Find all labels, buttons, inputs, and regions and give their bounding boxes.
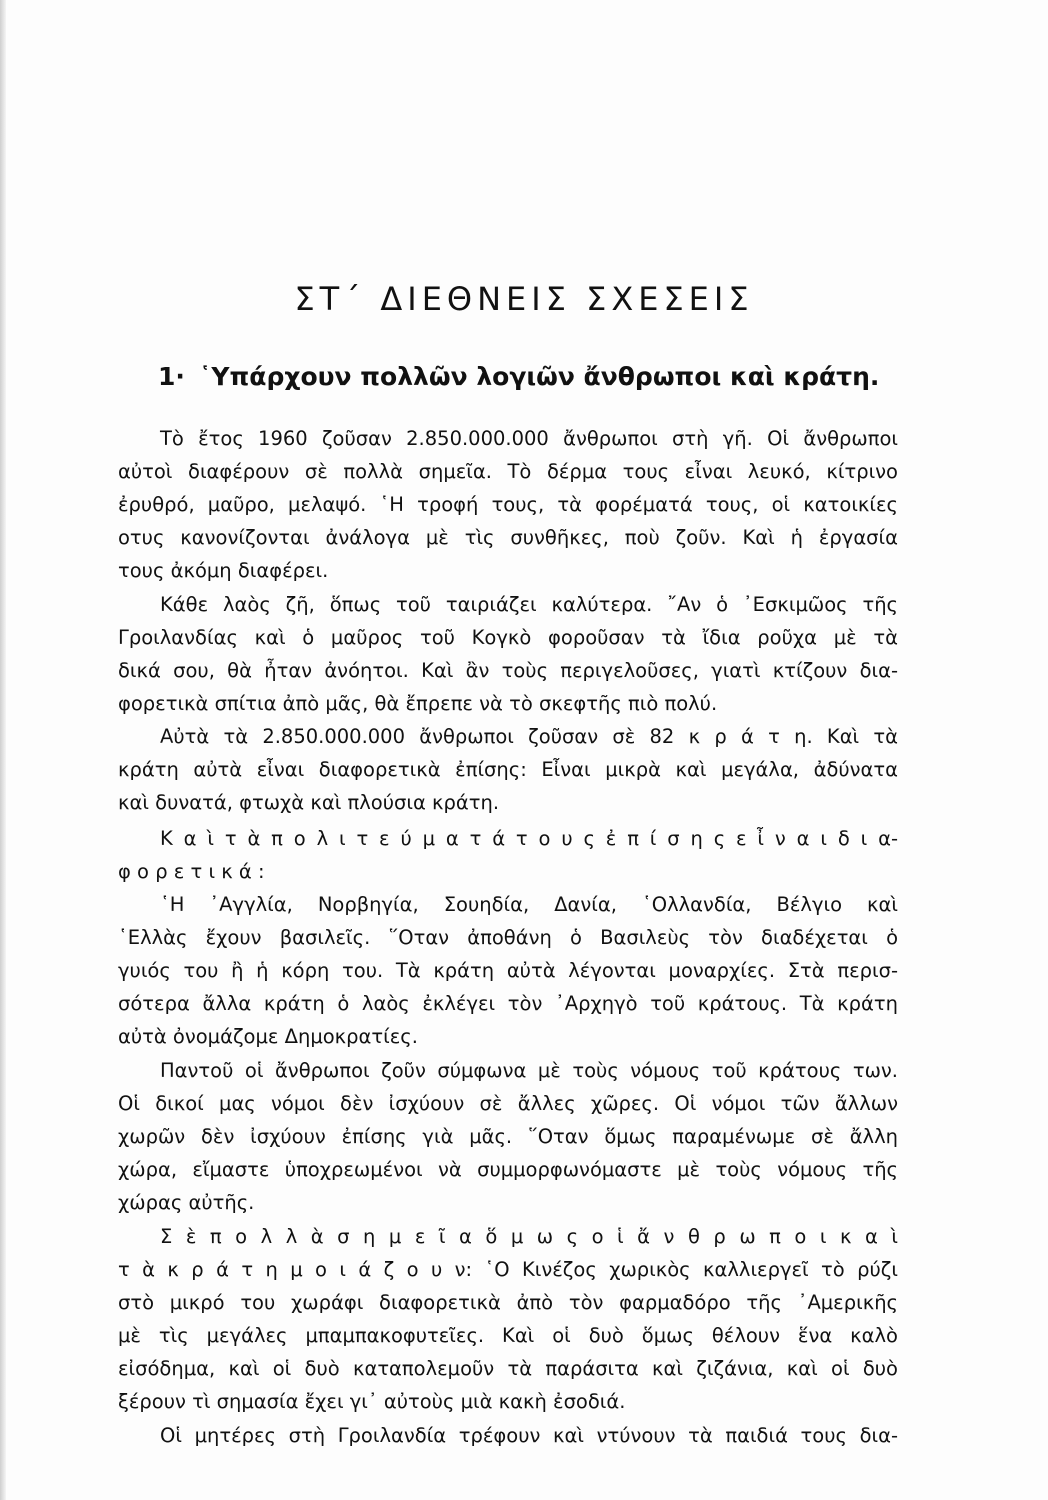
text-line: σότερα ἄλλα κράτη ὁ λαὸς ἐκλέγει τὸν ᾿Αρχηγὸ τοῦ κράτους. Τὰ κράτη bbox=[118, 992, 898, 1015]
text-line: χωρῶν δὲν ἰσχύουν ἐπίσης γιὰ μᾶς. ῞Οταν ὅμως παραμένωμε σὲ ἄλλη bbox=[118, 1125, 898, 1148]
text-line: στὸ μικρό του χωράφι διαφορετικὰ ἀπὸ τὸν φαρμαδόρο τῆς ᾿Αμερικῆς bbox=[118, 1291, 898, 1314]
text-line: χώρας αὐτῆς. bbox=[118, 1191, 255, 1214]
text-line: Παντοῦ οἱ ἄνθρωποι ζοῦν σύμφωνα μὲ τοὺς νόμους τοῦ κράτους των. bbox=[160, 1059, 898, 1082]
text-line: Τὸ ἔτος 1960 ζοῦσαν 2.850.000.000 ἄνθρωποι στὴ γῆ. Οἱ ἄνθρωποι bbox=[160, 427, 898, 450]
chapter-title: ΣΤ΄ ΔΙΕΘΝΕΙΣ ΣΧΕΣΕΙΣ bbox=[294, 280, 754, 318]
text-line: γυιός του ἢ ἡ κόρη του. Τὰ κράτη αὐτὰ λέγονται μοναρχίες. Στὰ περισ- bbox=[118, 959, 898, 982]
text-line: κράτη αὐτὰ εἶναι διαφορετικὰ ἐπίσης: Εἶναι μικρὰ καὶ μεγάλα, ἀδύνατα bbox=[118, 758, 898, 781]
text-line: τ ὰ κ ρ ά τ η μ ο ι ά ζ ο υ ν: ῾Ο Κινέζος χωρικὸς καλλιεργεῖ τὸ ρύζι bbox=[118, 1258, 898, 1281]
text-line: ῾Ελλὰς ἔχουν βασιλεῖς. ῞Οταν ἀποθάνη ὁ Βασιλεὺς τὸν διαδέχεται ὁ bbox=[118, 926, 898, 949]
section-number: 1· bbox=[158, 362, 185, 391]
text-line: μὲ τὶς μεγάλες μπαμπακοφυτεῖες. Καὶ οἱ δυὸ ὅμως θέλουν ἕνα καλὸ bbox=[118, 1324, 898, 1347]
text-line: φ ο ρ ε τ ι κ ά : bbox=[118, 860, 265, 883]
section-title: ῾Υπάρχουν πολλῶν λογιῶν ἄνθρωποι καὶ κράτη. bbox=[198, 362, 880, 391]
text-line: καὶ δυνατά, φτωχὰ καὶ πλούσια κράτη. bbox=[118, 791, 500, 814]
text-line: Οἱ μητέρες στὴ Γροιλανδία τρέφουν καὶ ντύνουν τὰ παιδιά τους δια- bbox=[160, 1424, 898, 1447]
text-line: Κ α ὶ τ ὰ π ο λ ι τ ε ύ μ α τ ά τ ο υ ς ἐ π ί σ η ς ε ἶ ν α ι δ ι α- bbox=[160, 827, 898, 850]
text-line: αὐτὰ ὀνομάζομε Δημοκρατίες. bbox=[118, 1025, 418, 1048]
text-line: αὐτοὶ διαφέρουν σὲ πολλὰ σημεῖα. Τὸ δέρμα τους εἶναι λευκό, κίτρινο bbox=[118, 460, 898, 483]
page-spine-shadow bbox=[0, 0, 6, 1500]
section-heading bbox=[158, 362, 879, 391]
text-line: τους ἀκόμη διαφέρει. bbox=[118, 559, 329, 582]
text-line: δικά σου, θὰ ἦταν ἀνόητοι. Καὶ ἂν τοὺς περιγελοῦσες, γιατὶ κτίζουν δια- bbox=[118, 659, 898, 682]
text-line: Σ ὲ π ο λ λ ὰ σ η μ ε ῖ α ὅ μ ω ς ο ἱ ἄ ν θ ρ ω π ο ι κ α ὶ bbox=[160, 1225, 898, 1248]
text-line: οτυς κανονίζονται ἀνάλογα μὲ τὶς συνθῆκες, ποὺ ζοῦν. Καὶ ἡ ἐργασία bbox=[118, 526, 898, 549]
text-line: χώρα, εἴμαστε ὑποχρεωμένοι νὰ συμμορφωνόμαστε μὲ τοὺς νόμους τῆς bbox=[118, 1158, 898, 1181]
text-line: φορετικὰ σπίτια ἀπὸ μᾶς, θὰ ἔπρεπε νὰ τὸ σκεφτῆς πιὸ πολύ. bbox=[118, 692, 718, 715]
text-line: Κάθε λαὸς ζῆ, ὅπως τοῦ ταιριάζει καλύτερα. ῎Αν ὁ ᾿Εσκιμῶος τῆς bbox=[160, 593, 898, 616]
text-line: Γροιλανδίας καὶ ὁ μαῦρος τοῦ Κογκὸ φοροῦσαν τὰ ἴδια ροῦχα μὲ τὰ bbox=[118, 626, 898, 649]
text-line: ῾Η ᾿Αγγλία, Νορβηγία, Σουηδία, Δανία, ῾Ολλανδία, Βέλγιο καὶ bbox=[160, 893, 898, 916]
text-line: εἰσόδημα, καὶ οἱ δυὸ καταπολεμοῦν τὰ παράσιτα καὶ ζιζάνια, καὶ οἱ δυὸ bbox=[118, 1357, 898, 1380]
text-line: ἐρυθρό, μαῦρο, μελαψό. ῾Η τροφή τους, τὰ φορέματά τους, οἱ κατοικίες bbox=[118, 493, 898, 516]
text-line: Οἱ δικοί μας νόμοι δὲν ἰσχύουν σὲ ἄλλες χῶρες. Οἱ νόμοι τῶν ἄλλων bbox=[118, 1092, 898, 1115]
text-line: Αὐτὰ τὰ 2.850.000.000 ἄνθρωποι ζοῦσαν σὲ 82 κ ρ ά τ η. Καὶ τὰ bbox=[160, 725, 898, 748]
text-line: ξέρουν τὶ σημασία ἔχει γι᾿ αὐτοὺς μιὰ κακὴ ἐσοδιά. bbox=[118, 1390, 626, 1413]
